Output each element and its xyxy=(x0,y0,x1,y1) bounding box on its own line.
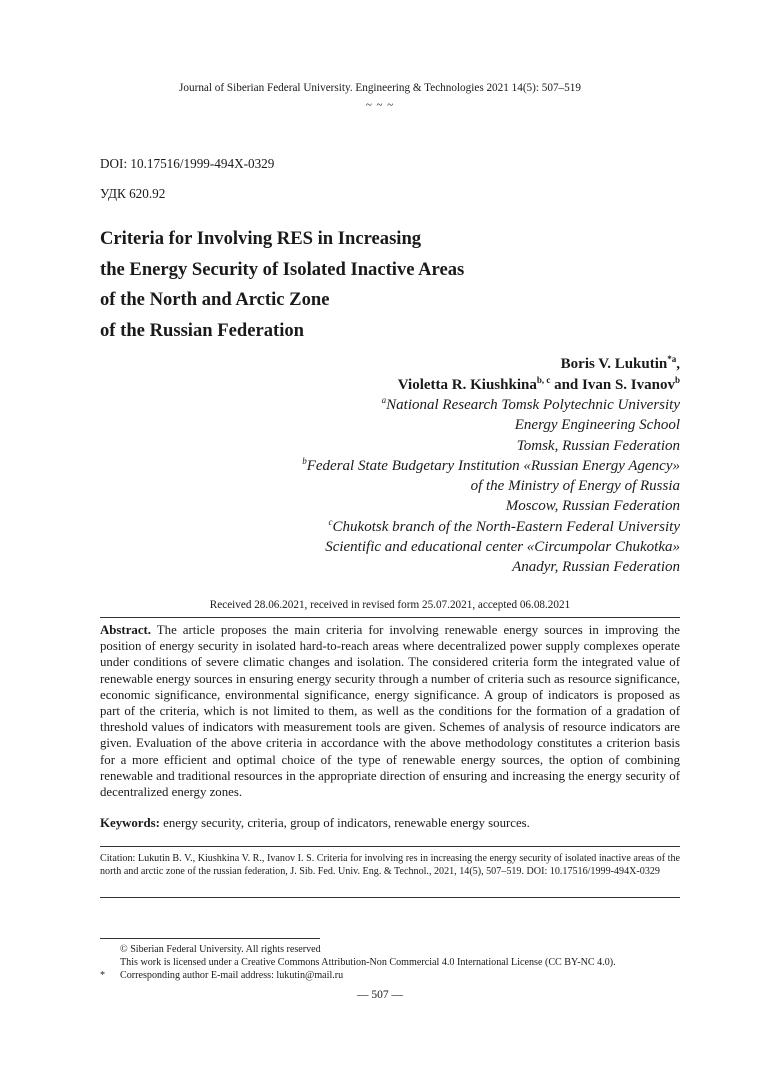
footnote-text: Corresponding author E-mail address: lukutin@mail.ru xyxy=(120,970,344,981)
affiliation-line: Scientific and educational center «Circumpolar Chukotka» xyxy=(325,539,680,556)
author-separator: , xyxy=(676,356,680,372)
author-line-1 xyxy=(398,354,680,375)
affiliation-line: Tomsk, Russian Federation xyxy=(516,437,680,454)
keywords-label: Keywords: xyxy=(100,816,160,830)
affiliation-mark: a xyxy=(381,395,387,405)
journal-header: Journal of Siberian Federal University. Engineering & Technologies 2021 14(5): 507–519 xyxy=(179,82,581,94)
udk-code: УДК 620.92 xyxy=(100,186,166,201)
doi: DOI: 10.17516/1999-494X-0329 xyxy=(100,156,275,171)
author-line-2 xyxy=(398,375,680,396)
title-line: the Energy Security of Isolated Inactive Areas xyxy=(100,258,465,280)
affiliation-line xyxy=(302,517,680,537)
keywords-text: energy security, criteria, group of indicators, renewable energy sources. xyxy=(159,816,530,830)
title-line: of the Russian Federation xyxy=(100,319,305,341)
affiliation-line: Moscow, Russian Federation xyxy=(505,498,680,515)
footnote-text: © Siberian Federal University. All rights reserved xyxy=(120,944,321,955)
affiliation-line xyxy=(302,395,680,415)
author-name: Violetta R. Kiushkina xyxy=(397,377,537,393)
divider xyxy=(100,846,680,847)
header-ornament: ~ ~ ~ xyxy=(365,99,395,111)
keywords xyxy=(100,816,680,831)
page-number: — 507 — xyxy=(357,989,403,1001)
abstract xyxy=(100,622,680,800)
footnote-mark: * xyxy=(100,970,106,981)
received-dates: Received 28.06.2021, received in revised form 25.07.2021, accepted 06.08.2021 xyxy=(209,599,571,611)
footnote-divider xyxy=(100,938,320,939)
affiliation-text: Chukotsk branch of the North-Eastern Federal University xyxy=(332,518,680,535)
author-name: Boris V. Lukutin xyxy=(560,356,668,372)
title-line: of the North and Arctic Zone xyxy=(100,289,330,310)
divider xyxy=(100,897,680,898)
divider xyxy=(100,617,680,618)
affiliation-line xyxy=(302,456,680,476)
footnote-text: This work is licensed under a Creative Commons Attribution-Non Commercial 4.0 International License (CC BY-NC 4.0). xyxy=(120,957,616,968)
abstract-label: Abstract. xyxy=(100,623,152,637)
author-affiliation-mark: b xyxy=(674,375,680,385)
title-line: Criteria for Involving RES in Increasing xyxy=(100,228,422,249)
abstract-text: The article proposes the main criteria for involving renewable energy sources in improving the position of energy security in isolated hard-to-reach areas where decentralized power supply complexes operate under conditions of severe climatic changes and isolation. The considered criteria form the integrated value of renewable energy sources in ensuring energy security through a number of criteria such as resource significance, economic significance, environmental significance, energy significance. A group of indicators is proposed as part of the criteria, which is not limited to them, as well as the conditions for the formation of a gradation of threshold values of indicators with measurement tools are given. Schemes of analysis of resource indicators are given. Evaluation of the above criteria in accordance with the above methodology constitutes a criterion basis for a more efficient and optimal choice of the type of renewable energy sources, the option of combining renewable and traditional resources in the appropriate direction of ensuring and increasing the energy security of decentralized energy zones. xyxy=(100,623,680,800)
affiliation-mark: c xyxy=(328,516,333,527)
author-list xyxy=(398,354,680,396)
affiliation-text: Federal State Budgetary Institution «Russian Energy Agency» xyxy=(306,457,680,474)
article-title xyxy=(100,224,620,346)
author-affiliation-mark: *a xyxy=(667,354,677,364)
affiliation-line: of the Ministry of Energy of Russia xyxy=(470,478,680,495)
affiliation-mark: b xyxy=(302,455,307,466)
affiliations xyxy=(302,395,680,578)
affiliation-text: National Research Tomsk Polytechnic University xyxy=(386,397,680,413)
author-name: Ivan S. Ivanov xyxy=(582,377,675,393)
author-affiliation-mark: b, c xyxy=(536,375,551,385)
author-separator: and xyxy=(550,377,583,393)
affiliation-line: Anadyr, Russian Federation xyxy=(512,559,680,576)
citation: Citation: Lukutin B. V., Kiushkina V. R., Ivanov I. S. Criteria for involving res in increasing the energy security of isolated inactive areas of the north and arctic zone of the russian federation, J. Sib. Fed. Univ. Eng. & Technol., 2021, 14(5), 507–519. DOI: 10.17516/1999-494X-0329 xyxy=(100,853,680,878)
affiliation-line: Energy Engineering School xyxy=(514,417,680,434)
